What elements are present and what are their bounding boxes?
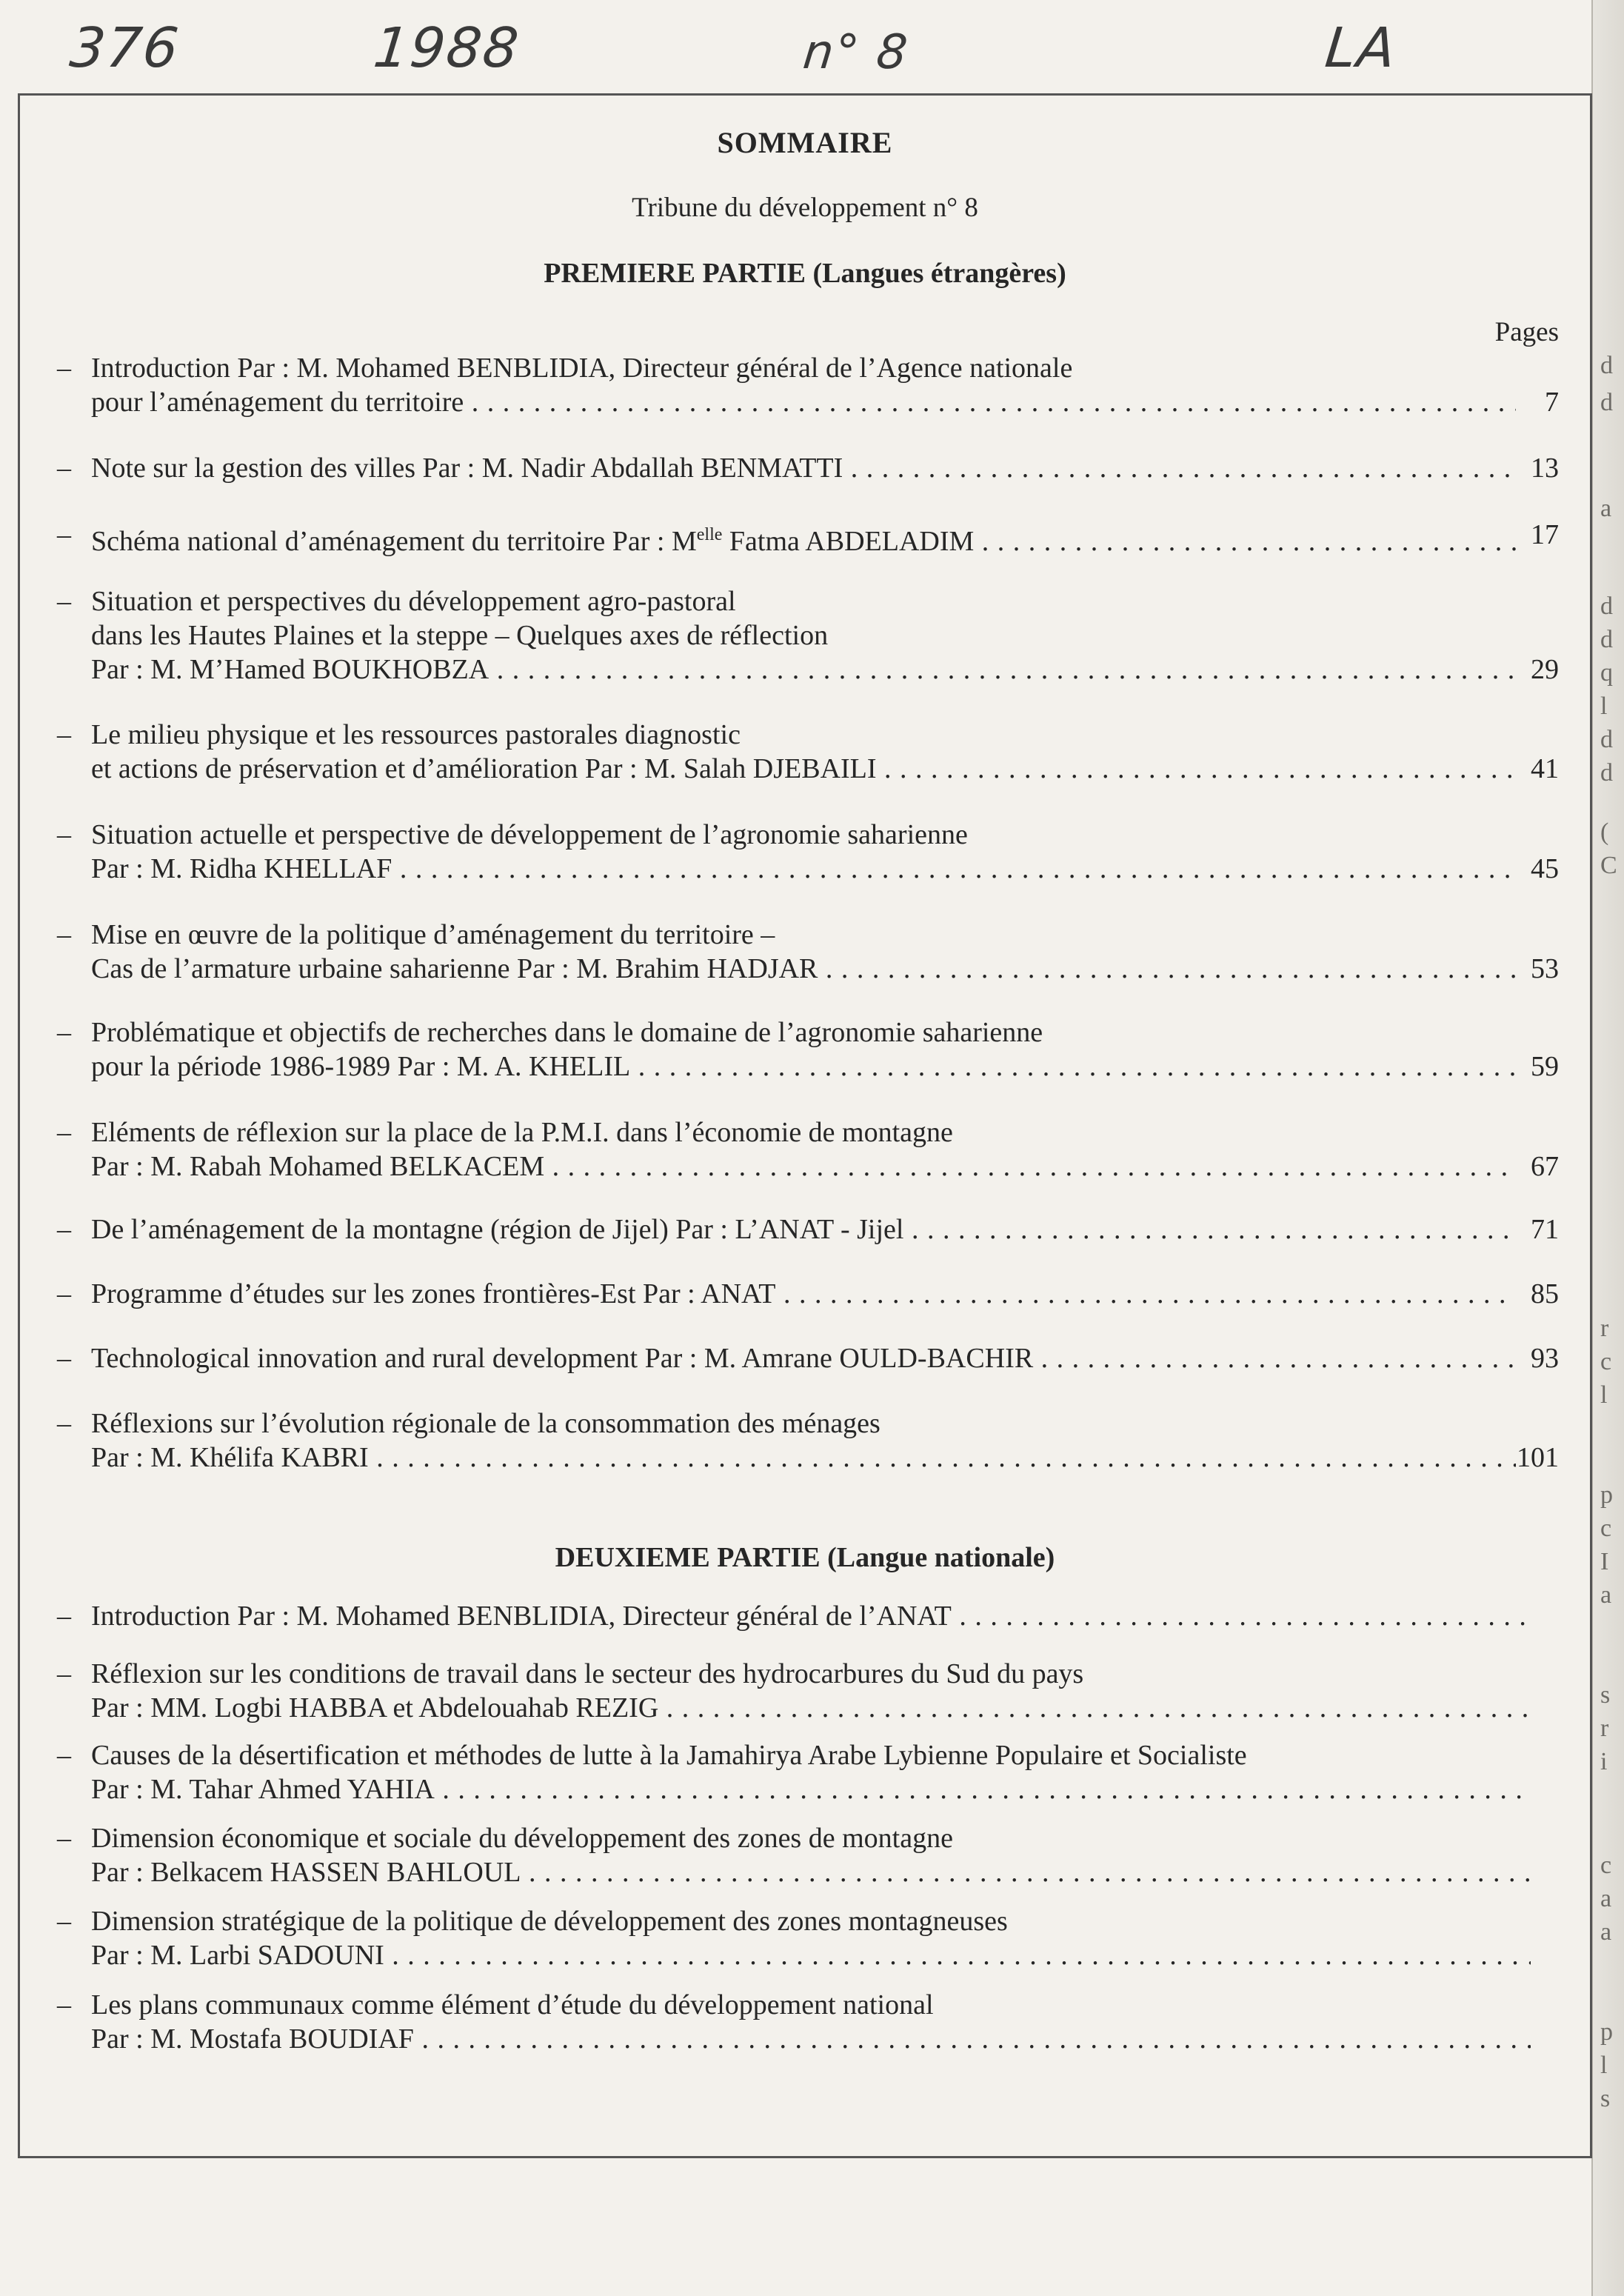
entry-line: Par : Belkacem HASSEN BAHLOUL . . . (91, 1855, 1531, 1889)
edge-letter: s (1600, 1681, 1611, 1709)
edge-letter: q (1600, 659, 1613, 687)
entry-line: Problématique et objectifs de recherches dans le domaine de l’agronomie saharienne (91, 1017, 1043, 1048)
edge-letter: p (1600, 1481, 1613, 1509)
entry-line: Dimension stratégique de la politique de développement des zones montagneuses (91, 1906, 1008, 1937)
entry-line: et actions de préservation et d’amélioration Par : M. Salah DJEBAILI . . . (91, 752, 1516, 786)
entry-line: Réflexions sur l’évolution régionale de la consommation des ménages (91, 1408, 880, 1439)
edge-letter: r (1600, 1315, 1609, 1342)
entry-line: Le milieu physique et les ressources pastorales diagnostic (91, 719, 741, 750)
edge-letter: i (1600, 1748, 1608, 1775)
edge-letter: l (1600, 2052, 1608, 2079)
handwritten-issue: n° 8 (801, 25, 912, 80)
page-number: 85 (1531, 1278, 1559, 1309)
page-number: 93 (1531, 1343, 1559, 1374)
page-number: 53 (1531, 953, 1559, 984)
entry-line: Les plans communaux comme élément d’étude du développement national (91, 1989, 934, 2020)
page-subtitle: Tribune du développement n° 8 (632, 193, 978, 223)
entry-line: Mise en œuvre de la politique d’aménagement du territoire – (91, 919, 775, 950)
entry-line: Schéma national d’aménagement du territoire Par : $M^{elle}$ Fatma ABDELADIM . . . (91, 518, 1516, 558)
edge-letter: I (1600, 1548, 1609, 1575)
edge-letter: a (1600, 1581, 1612, 1609)
page-number: 71 (1531, 1214, 1559, 1245)
edge-letter: d (1600, 352, 1613, 379)
edge-letter: c (1600, 1852, 1612, 1879)
entry-line: Dimension économique et sociale du développement des zones de montagne (91, 1823, 953, 1854)
page-title: SOMMAIRE (717, 126, 893, 159)
edge-letter: p (1600, 2018, 1613, 2046)
pages-column-label: Pages (1494, 317, 1559, 347)
entry-line: Par : M. Mostafa BOUDIAF . . . (91, 2022, 1531, 2056)
handwritten-mark: LA (1322, 16, 1400, 80)
edge-letter: r (1600, 1715, 1609, 1742)
page-number: 41 (1531, 753, 1559, 784)
entry-line: Par : M. Rabah Mohamed BELKACEM . . . (91, 1149, 1516, 1184)
entry-line: Par : M. Ridha KHELLAF . . . (91, 852, 1516, 886)
entry-line: Cas de l’armature urbaine saharienne Par : M. Brahim HADJAR . . . (91, 952, 1516, 986)
entry-line: Causes de la désertification et méthodes de lutte à la Jamahirya Arabe Lybienne Populaire et Socialiste (91, 1740, 1247, 1771)
part1-heading: PREMIERE PARTIE (Langues étrangères) (544, 258, 1066, 289)
entry-line: pour la période 1986-1989 Par : M. A. KHELIL . . . (91, 1049, 1516, 1084)
contents-frame: SOMMAIRE Tribune du développement n° 8 PREMIERE PARTIE (Langues étrangères) Pages – Introduction Par : M. Mohamed BENBLIDIA, Directeur général de l’Agence nationale pour l’aménagement du territoire . . . 7 – Note sur la gestion des villes Par : M. Nadir Abdallah BENMATTI . . . 13 – Schéma national d’aménagement du territoire Par : $M^{elle}$ Fatma ABDELADIM . . . 17 – Situation et perspectives du développement agro-pastoral dans les Hautes Plaines et la steppe – Quelques axes de réflection Par : M. M’Hamed BOUKHOBZA . . . 29 – Le milieu physique et les ressources pastorales diagnostic et actions de préservation et d’amélioration Par : M. Salah DJEBAILI . . . 41 – Situation actuelle et perspective de développement de l’agronomie saharienne Par : M. Ridha KHELLAF . . . 45 – Mise en œuvre de la politique d’aménagement du territoire – Cas de l’armature urbaine saharienne Par : M. Brahim HADJAR . . . 53 – Problématique et objectifs de recherches dans le domaine de l’agronomie saharienne pour la période 1986-1989 Par : M. A. KHELIL . . . 59 – Eléments de réflexion sur la place de la P.M.I. dans l’économie de montagne Par : M. Rabah Mohamed BELKACEM . . . 67 – De l’aménagement de la montagne (région de Jijel) Par : L’ANAT - Jijel . . . 71 – Programme d’études sur les zones frontières-Est Par : ANAT . . . 85 – Technological innovation and rural development Par : M. Amrane OULD-BACHIR . . . 93 – Réflexions sur l’évolution régionale de la consommation des ménages Par : M. Khélifa KABRI . . . 101 DEUXIEME PARTIE (Langue nationale) – Introduction Par : M. Mohamed BENBLIDIA, Directeur général de l’ANAT . . . – Réflexion sur les conditions de travail dans le secteur des hydrocarbures du Sud du pays Par : MM. Logbi HABBA et Abdelouahab REZIG . . . – Causes de la désertification et méthodes de lutte à la Jamahirya Arabe Lybienne Populaire et Socialiste Par : M. Tahar Ahmed YAHIA . . . – Dimension économique et sociale du développement des zones de montagne Par : Belkacem HASSEN BAHLOUL . . . – Dimension stratégique de la politique de développement des zones montagneuses Par : M. Larbi SADOUNI . . . – Les plans communaux comme élément d’étude du développement national Par : M. Mostafa BOUDIAF . . . (18, 93, 1592, 2158)
entry-line: Technological innovation and rural development Par : M. Amrane OULD-BACHIR . . . (91, 1341, 1516, 1375)
entry-line: Situation et perspectives du développement agro-pastoral (91, 586, 736, 617)
page-number: 7 (1545, 387, 1559, 418)
entry-line: Programme d’études sur les zones frontières-Est Par : ANAT . . . (91, 1277, 1516, 1311)
entry-line: Par : M. Larbi SADOUNI . . . (91, 1938, 1531, 1972)
entry-line: Par : M. Khélifa KABRI . . . (91, 1441, 1516, 1475)
edge-letter: a (1600, 1918, 1612, 1946)
page-number: 67 (1531, 1151, 1559, 1182)
entry-line: Par : M. M’Hamed BOUKHOBZA . . . (91, 653, 1516, 687)
entry-line: dans les Hautes Plaines et la steppe – Quelques axes de réflection (91, 620, 829, 651)
handwritten-year: 1988 (370, 16, 523, 80)
edge-letter: d (1600, 593, 1613, 620)
page-number: 29 (1531, 654, 1559, 685)
edge-letter: c (1600, 1348, 1612, 1375)
edge-letter: l (1600, 1381, 1608, 1409)
edge-letter: s (1600, 2085, 1611, 2112)
page-number: 101 (1517, 1442, 1559, 1473)
adjacent-page-edge (1591, 0, 1624, 2296)
edge-letter: d (1600, 726, 1613, 753)
edge-letter: c (1600, 1515, 1612, 1542)
entry-line: Introduction Par : M. Mohamed BENBLIDIA, Directeur général de l’Agence nationale (91, 353, 1073, 384)
entry-line: Note sur la gestion des villes Par : M. Nadir Abdallah BENMATTI . . . (91, 451, 1516, 485)
entry-line: Situation actuelle et perspective de développement de l’agronomie saharienne (91, 819, 968, 850)
entry-line: Par : M. Tahar Ahmed YAHIA . . . (91, 1772, 1531, 1806)
page-number: 45 (1531, 853, 1559, 884)
entry-line: Par : MM. Logbi HABBA et Abdelouahab REZIG . . . (91, 1691, 1531, 1725)
edge-letter: d (1600, 626, 1613, 653)
entry-line: Eléments de réflexion sur la place de la P.M.I. dans l’économie de montagne (91, 1117, 953, 1148)
handwritten-archive-number: 376 (67, 16, 183, 80)
edge-letter: l (1600, 693, 1608, 720)
page-number: 13 (1531, 453, 1559, 484)
page-number: 59 (1531, 1051, 1559, 1082)
edge-letter: C (1600, 852, 1617, 879)
entry-line: Réflexion sur les conditions de travail dans le secteur des hydrocarbures du Sud du pays (91, 1658, 1084, 1689)
edge-letter: a (1600, 495, 1612, 522)
part2-heading: DEUXIEME PARTIE (Langue nationale) (555, 1542, 1055, 1573)
entry-line: De l’aménagement de la montagne (région de Jijel) Par : L’ANAT - Jijel . . . (91, 1212, 1516, 1247)
edge-letter: a (1600, 1885, 1612, 1912)
entry-line: Introduction Par : M. Mohamed BENBLIDIA, Directeur général de l’ANAT . . . (91, 1599, 1531, 1633)
edge-letter: d (1600, 759, 1613, 787)
edge-letter: d (1600, 389, 1613, 416)
edge-letter: ( (1600, 818, 1609, 846)
page-number: 17 (1531, 519, 1559, 550)
entry-line: pour l’aménagement du territoire . . . (91, 385, 1516, 419)
